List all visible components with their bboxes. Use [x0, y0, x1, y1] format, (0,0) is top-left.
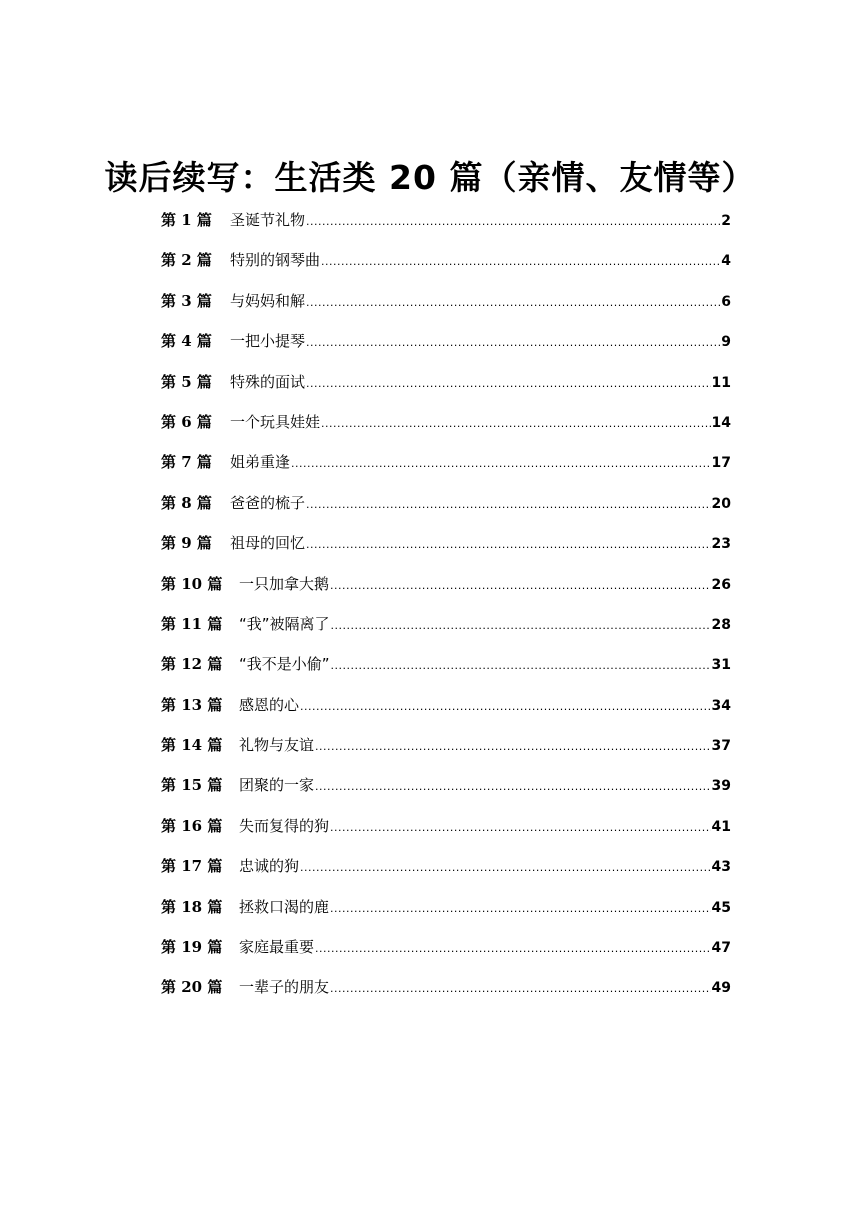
toc-entry-title[interactable]: “我不是小偷”	[239, 655, 330, 674]
toc-entry-number: 第 10 篇	[161, 574, 223, 593]
toc-entry-title[interactable]: 祖母的回忆	[230, 534, 306, 553]
toc-entry-page[interactable]: 45	[711, 899, 731, 916]
toc-entry-10[interactable]	[161, 572, 731, 612]
toc-entry-title[interactable]: 特殊的面试	[230, 372, 306, 391]
toc-entry-page[interactable]: 11	[711, 374, 731, 391]
toc-entry-title[interactable]: 拯救口渴的鹿	[239, 897, 330, 916]
toc-leader-dots	[306, 493, 711, 517]
toc-entry-number: 第 17 篇	[161, 857, 223, 876]
toc-entry-17[interactable]	[161, 854, 731, 894]
toc-entry-number: 第 1 篇	[161, 211, 212, 229]
toc-entry-7[interactable]	[161, 450, 731, 490]
toc-entry-title[interactable]: 圣诞节礼物	[230, 211, 306, 229]
toc-entry-number: 第 3 篇	[161, 291, 212, 310]
toc-entry-number: 第 2 篇	[161, 251, 212, 270]
toc-leader-dots	[315, 775, 711, 799]
toc-leader-dots	[315, 937, 711, 961]
toc-entry-number: 第 11 篇	[161, 614, 223, 633]
toc-entry-title[interactable]: 姐弟重逢	[230, 453, 291, 472]
toc-entry-page[interactable]: 47	[711, 940, 731, 957]
toc-entry-title[interactable]: “我”被隔离了	[239, 614, 330, 633]
toc-entry-20[interactable]	[161, 975, 731, 1015]
toc-entry-title[interactable]: 一个玩具娃娃	[230, 412, 321, 431]
toc-entry-12[interactable]	[161, 652, 731, 692]
toc-entry-18[interactable]	[161, 895, 731, 935]
toc-entry-number: 第 4 篇	[161, 332, 212, 351]
toc-leader-dots	[306, 372, 711, 396]
toc-entry-number: 第 18 篇	[161, 897, 223, 916]
toc-entry-9[interactable]	[161, 531, 731, 571]
toc-entry-8[interactable]	[161, 491, 731, 531]
table-of-contents	[161, 208, 731, 1016]
toc-leader-dots	[315, 735, 711, 759]
toc-leader-dots	[306, 533, 711, 557]
toc-entry-3[interactable]	[161, 289, 731, 329]
toc-entry-number: 第 16 篇	[161, 816, 223, 835]
toc-entry-number: 第 12 篇	[161, 655, 223, 674]
toc-entry-6[interactable]	[161, 410, 731, 450]
toc-entry-page[interactable]: 9	[721, 334, 731, 351]
toc-leader-dots	[331, 614, 711, 638]
toc-leader-dots	[330, 816, 711, 840]
toc-entry-19[interactable]	[161, 935, 731, 975]
toc-leader-dots	[330, 574, 711, 598]
toc-entry-page[interactable]: 2	[721, 213, 731, 229]
toc-entry-2[interactable]	[161, 248, 731, 288]
toc-leader-dots	[321, 250, 720, 274]
toc-entry-page[interactable]: 37	[711, 738, 731, 755]
toc-entry-13[interactable]	[161, 693, 731, 733]
toc-leader-dots	[291, 452, 711, 476]
toc-entry-number: 第 6 篇	[161, 412, 212, 431]
toc-leader-dots	[321, 412, 711, 436]
toc-entry-4[interactable]	[161, 329, 731, 369]
toc-entry-page[interactable]: 6	[721, 293, 731, 310]
toc-entry-14[interactable]	[161, 733, 731, 773]
toc-entry-number: 第 5 篇	[161, 372, 212, 391]
toc-entry-number: 第 20 篇	[161, 978, 223, 997]
toc-entry-page[interactable]: 23	[711, 536, 731, 553]
toc-entry-page[interactable]: 28	[711, 616, 731, 633]
toc-entry-page[interactable]: 34	[711, 697, 731, 714]
toc-entry-16[interactable]	[161, 814, 731, 854]
toc-entry-page[interactable]: 17	[711, 455, 731, 472]
toc-entry-15[interactable]	[161, 773, 731, 813]
toc-entry-number: 第 14 篇	[161, 736, 223, 755]
toc-leader-dots	[306, 291, 720, 315]
toc-entry-number: 第 13 篇	[161, 695, 223, 714]
toc-entry-page[interactable]: 39	[711, 778, 731, 795]
toc-entry-title[interactable]: 特别的钢琴曲	[230, 251, 321, 270]
toc-leader-dots	[330, 897, 711, 921]
toc-entry-title[interactable]: 一只加拿大鹅	[239, 574, 330, 593]
toc-entry-1[interactable]	[161, 208, 731, 248]
toc-entry-title[interactable]: 一辈子的朋友	[239, 978, 330, 997]
toc-entry-number: 第 7 篇	[161, 453, 212, 472]
toc-entry-page[interactable]: 26	[711, 576, 731, 593]
toc-entry-page[interactable]: 41	[711, 818, 731, 835]
toc-leader-dots	[330, 977, 711, 1001]
toc-entry-5[interactable]	[161, 370, 731, 410]
toc-entry-number: 第 15 篇	[161, 776, 223, 795]
toc-entry-11[interactable]	[161, 612, 731, 652]
toc-entry-page[interactable]: 14	[711, 414, 731, 431]
toc-leader-dots	[306, 331, 720, 355]
toc-entry-page[interactable]: 4	[721, 253, 731, 270]
toc-entry-title[interactable]: 礼物与友谊	[239, 736, 315, 755]
page-title: 读后续写：生活类 20 篇（亲情、友情等）	[104, 158, 756, 198]
toc-entry-page[interactable]: 43	[711, 859, 731, 876]
toc-entry-page[interactable]: 49	[711, 980, 731, 997]
toc-entry-page[interactable]: 31	[711, 657, 731, 674]
toc-leader-dots	[300, 856, 711, 880]
toc-entry-number: 第 8 篇	[161, 493, 212, 512]
toc-entry-title[interactable]: 一把小提琴	[230, 332, 306, 351]
toc-entry-number: 第 9 篇	[161, 534, 212, 553]
toc-entry-title[interactable]: 忠诚的狗	[239, 857, 300, 876]
toc-leader-dots	[300, 695, 711, 719]
toc-entry-title[interactable]: 家庭最重要	[239, 938, 315, 957]
toc-leader-dots	[306, 210, 720, 234]
toc-entry-number: 第 19 篇	[161, 938, 223, 957]
toc-entry-title[interactable]: 与妈妈和解	[230, 291, 306, 310]
toc-entry-title[interactable]: 团聚的一家	[239, 776, 315, 795]
toc-entry-title[interactable]: 感恩的心	[239, 695, 300, 714]
toc-leader-dots	[331, 654, 711, 678]
toc-entry-title[interactable]: 失而复得的狗	[239, 816, 330, 835]
toc-entry-title[interactable]: 爸爸的梳子	[230, 493, 306, 512]
toc-entry-page[interactable]: 20	[711, 495, 731, 512]
